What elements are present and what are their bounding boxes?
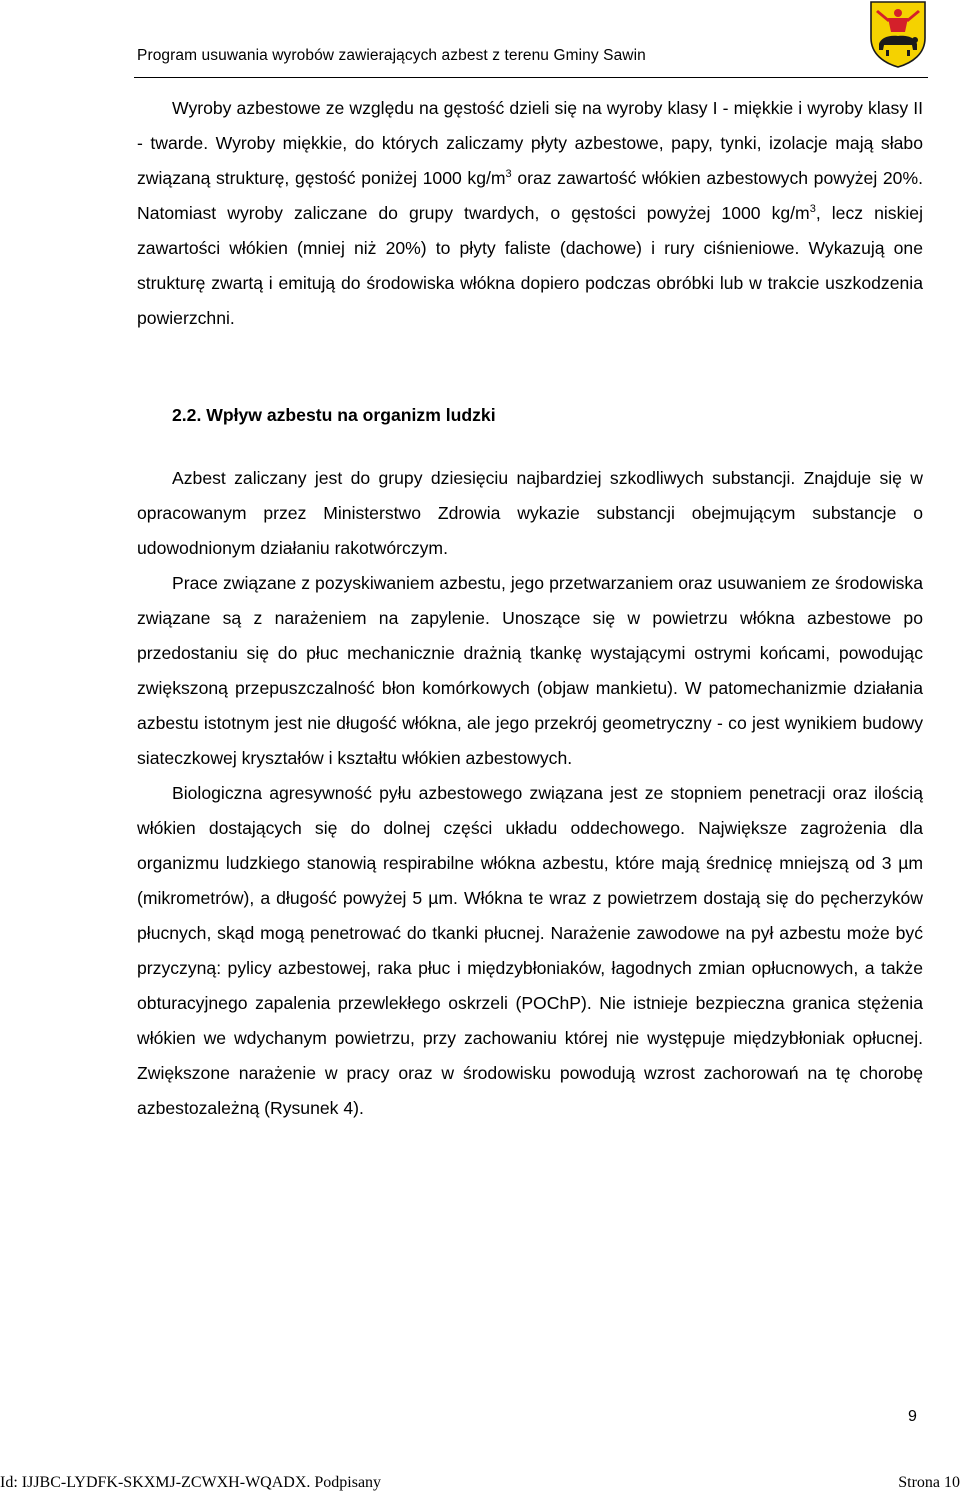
paragraph-text: Wyroby azbestowe ze względu na gęstość dzieli się na wyroby klasy I - miękkie i wyroby klasy II - twarde. Wyroby miękkie, do których zaliczamy płyty azbestowe, papy, tynki, izolacje mają słabo związaną strukturę, gęstość poniżej 1000 kg/m: [137, 98, 923, 188]
footer-page-label: Strona 10: [898, 1474, 960, 1491]
paragraph-carcinogen: Azbest zaliczany jest do grupy dziesięciu najbardziej szkodliwych substancji. Znajduje się w opracowanym przez Ministerstwo Zdrowia wykazie substancji obejmującym substancje o udowodnionym działaniu rakotwórczym.: [137, 468, 923, 558]
footer-document-id: Id: IJJBC-LYDFK-SKXMJ-ZCWXH-WQADX. Podpisany: [0, 1474, 382, 1491]
section-heading: 2.2. Wpływ azbestu na organizm ludzki: [172, 405, 496, 425]
coat-of-arms-icon: [868, 0, 928, 68]
header-divider: [134, 77, 928, 78]
paragraph-text: oraz zawartość włókien azbestowych powyżej 20%. Natomiast wyroby zaliczane do grupy twardych, o gęstości powyżej 1000 kg/m: [137, 168, 923, 223]
paragraph-asbestos-classes: [137, 91, 923, 336]
paragraph-biological-effects: Biologiczna agresywność pyłu azbestowego związana jest ze stopniem penetracji oraz ilością włókien dostających się do dolnej części układu oddechowego. Największe zagrożenia dla organizmu ludzkiego stanowią respirabilne włókna azbestu, które mają średnicę mniejszą od 3 µm (mikrometrów), a długość powyżej 5 µm. Włókna te wraz z powietrzem dostają się do pęcherzyków płucnych, skąd mogą penetrować do tkanki płucnej. Narażenie zawodowe na pył azbestu może być przyczyną: pylicy azbestowej, raka płuc i międzybłoniaków, łagodnych zmian opłucnowych, a także obturacyjnego zapalenia przewlekłego oskrzeli (POChP). Nie istnieje bezpieczna granica stężenia włókien we wdychanym powietrzu, przy zachowaniu której nie występuje międzybłoniak opłucnej. Zwiększone narażenie w pracy oraz w środowisku powodują wzrost zachorowań na tę chorobę azbestozależną (Rysunek 4).: [137, 783, 923, 1118]
superscript: 3: [809, 203, 816, 215]
page-number: 9: [908, 1408, 917, 1425]
superscript: 3: [505, 168, 512, 180]
paragraph-text: , lecz niskiej zawartości włókien (mniej niż 20%) to płyty faliste (dachowe) i rury ciśnieniowe. Wykazują one strukturę zwartą i emitują do środowiska włókna dopiero podczas obróbki lub w trakcie uszkodzenia powierzchni.: [137, 203, 923, 328]
section-body: [137, 461, 923, 1126]
paragraph-exposure: Prace związane z pozyskiwaniem azbestu, jego przetwarzaniem oraz usuwaniem ze środowiska związane są z narażeniem na zapylenie. Unoszące się w powietrzu włókna azbestowe po przedostaniu się do płuc mechanicznie drażnią tkankę wystającymi ostrymi końcami, powodując zwiększoną przepuszczalność błon komórkowych (objaw mankietu). W patomechanizmie działania azbestu istotnym jest nie długość włókna, ale jego przekrój geometryczny - co jest wynikiem budowy siateczkowej kryształów i kształtu włókien azbestowych.: [137, 573, 923, 768]
header-title: Program usuwania wyrobów zawierających azbest z terenu Gminy Sawin: [137, 47, 646, 64]
